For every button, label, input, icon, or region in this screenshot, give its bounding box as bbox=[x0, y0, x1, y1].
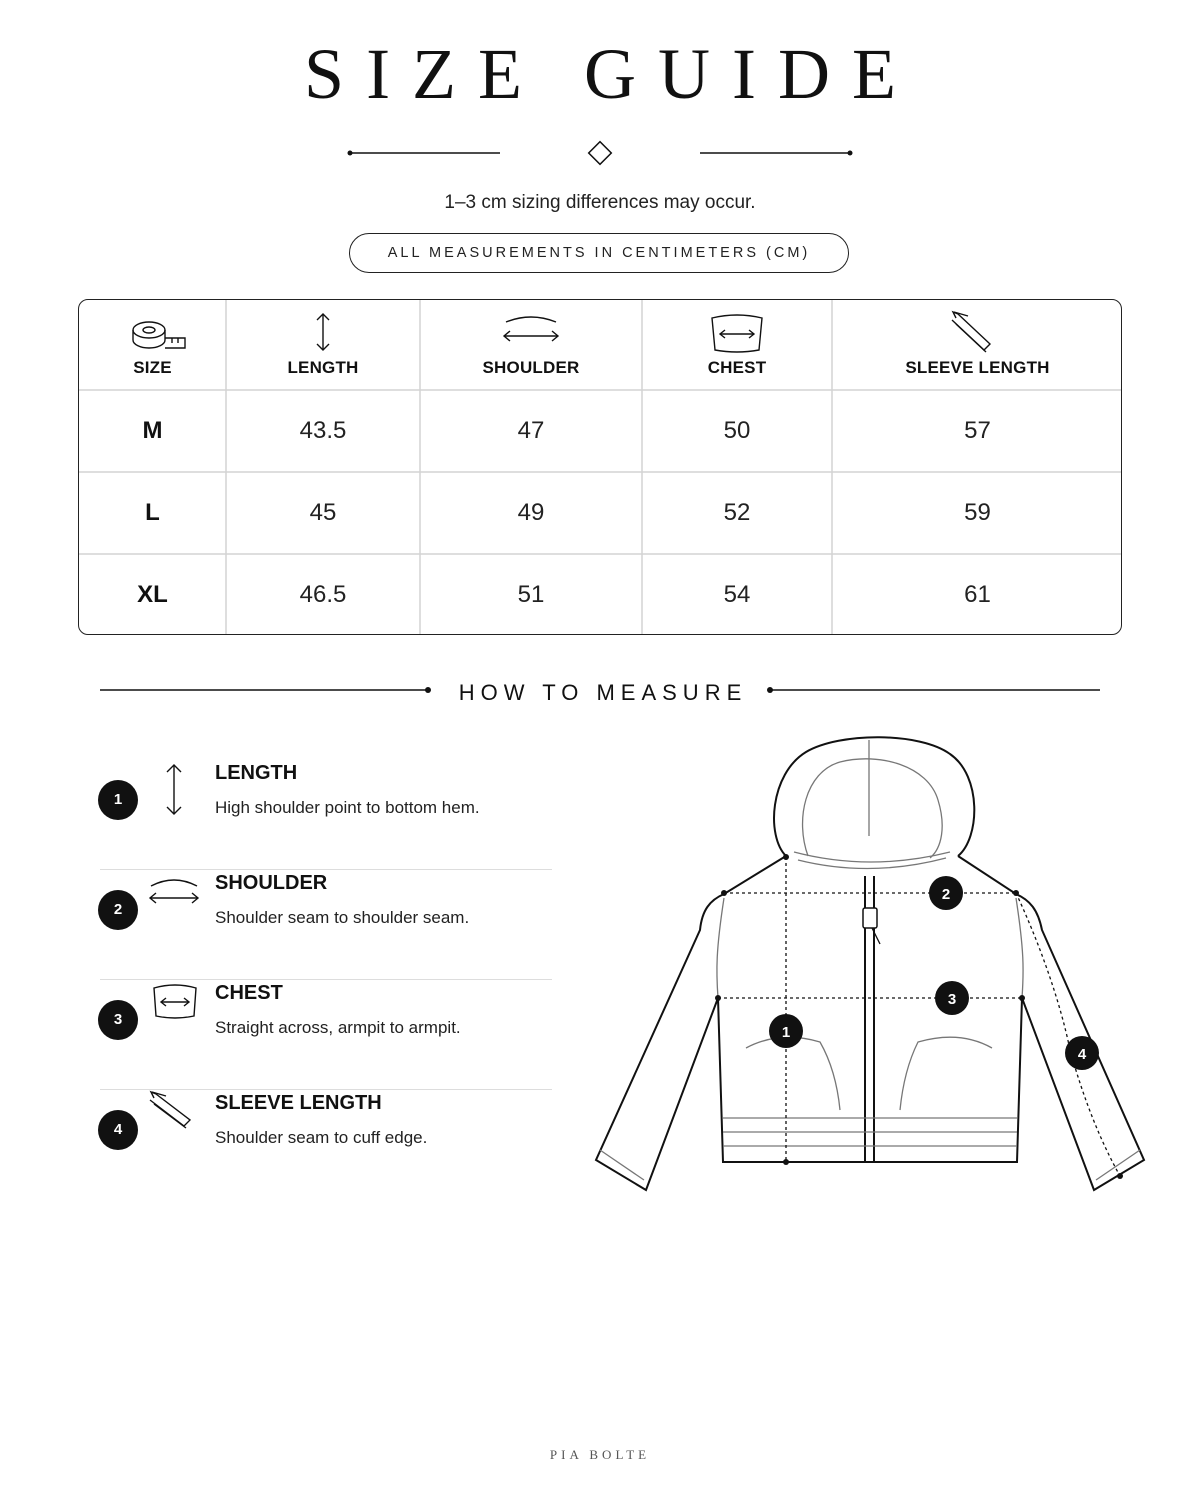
table-cell-sleeve: 61 bbox=[964, 581, 991, 608]
units-badge: ALL MEASUREMENTS IN CENTIMETERS (CM) bbox=[349, 233, 849, 273]
svg-text:1: 1 bbox=[781, 1024, 791, 1041]
svg-text:3: 3 bbox=[947, 991, 957, 1008]
header-label: LENGTH bbox=[287, 358, 359, 377]
page-title: SIZE GUIDE bbox=[304, 34, 918, 114]
table-cell-sleeve: 59 bbox=[964, 499, 991, 526]
table-cell-size: L bbox=[145, 499, 160, 526]
step-title: SLEEVE LENGTH bbox=[215, 1092, 382, 1114]
measure-step-chest bbox=[98, 980, 552, 1090]
step-title: LENGTH bbox=[215, 762, 298, 784]
table-cell-sleeve: 57 bbox=[964, 417, 991, 444]
sizing-note: 1–3 cm sizing differences may occur. bbox=[444, 192, 756, 213]
step-title: CHEST bbox=[215, 982, 283, 1004]
step-number-badge: 2 bbox=[98, 890, 138, 930]
table-cell-chest: 54 bbox=[723, 581, 751, 608]
step-number-badge: 4 bbox=[98, 1110, 138, 1150]
svg-text:4: 4 bbox=[1077, 1046, 1087, 1063]
zipper-pull-icon bbox=[863, 908, 877, 928]
table-cell-shoulder: 47 bbox=[517, 417, 545, 444]
header-length bbox=[226, 300, 420, 390]
hoodie-measurement-diagram bbox=[590, 730, 1150, 1200]
measuring-tape-icon bbox=[79, 310, 226, 354]
table-cell-size: XL bbox=[137, 581, 168, 608]
header-sleeve-length bbox=[832, 300, 1122, 390]
svg-text:2: 2 bbox=[941, 886, 951, 903]
table-cell-length: 45 bbox=[309, 499, 337, 526]
vertical-arrow-icon bbox=[148, 760, 202, 820]
vertical-arrow-icon bbox=[226, 310, 420, 354]
size-table bbox=[78, 299, 1122, 635]
brand-footer: PIA BOLTE bbox=[549, 1447, 651, 1462]
measurement-points bbox=[715, 854, 1123, 1179]
table-cell-chest: 52 bbox=[723, 499, 751, 526]
chest-icon bbox=[642, 310, 832, 354]
table-cell-shoulder: 49 bbox=[517, 499, 545, 526]
title-divider-ornament bbox=[340, 138, 860, 168]
diagram-marker-2 bbox=[929, 876, 963, 910]
measure-step-length bbox=[98, 760, 552, 870]
header-chest bbox=[642, 300, 832, 390]
header-label: SLEEVE LENGTH bbox=[905, 358, 1050, 377]
table-cell-length: 46.5 bbox=[299, 581, 347, 608]
sleeve-icon bbox=[148, 1090, 202, 1150]
how-to-measure-heading: HOW TO MEASURE bbox=[458, 680, 748, 705]
measure-step-shoulder bbox=[98, 870, 552, 980]
table-cell-size: M bbox=[142, 417, 163, 444]
header-label: SHOULDER bbox=[482, 358, 580, 377]
header-label: SIZE bbox=[133, 358, 172, 377]
step-number-badge: 1 bbox=[98, 780, 138, 820]
sleeve-icon bbox=[832, 310, 1122, 354]
header-size bbox=[79, 300, 226, 390]
measure-step-sleeve bbox=[98, 1090, 552, 1200]
table-cell-length: 43.5 bbox=[299, 417, 347, 444]
diagram-marker-1 bbox=[769, 1014, 803, 1048]
hoodie-detail-lines bbox=[600, 740, 1140, 1180]
step-description: Shoulder seam to shoulder seam. bbox=[215, 908, 470, 927]
step-number-badge: 3 bbox=[98, 1000, 138, 1040]
step-title: SHOULDER bbox=[215, 872, 328, 894]
shoulder-arc-icon bbox=[148, 870, 202, 930]
diagram-marker-4 bbox=[1065, 1036, 1099, 1070]
chest-icon bbox=[148, 980, 202, 1040]
step-description: High shoulder point to bottom hem. bbox=[215, 798, 480, 817]
hoodie-outline bbox=[596, 737, 1144, 1190]
header-label: CHEST bbox=[707, 358, 767, 377]
table-cell-shoulder: 51 bbox=[517, 581, 545, 608]
header-shoulder bbox=[420, 300, 642, 390]
step-description: Straight across, armpit to armpit. bbox=[215, 1018, 461, 1037]
table-cell-chest: 50 bbox=[723, 417, 751, 444]
shoulder-arc-icon bbox=[420, 310, 642, 354]
diagram-marker-3 bbox=[935, 981, 969, 1015]
step-description: Shoulder seam to cuff edge. bbox=[215, 1128, 428, 1147]
